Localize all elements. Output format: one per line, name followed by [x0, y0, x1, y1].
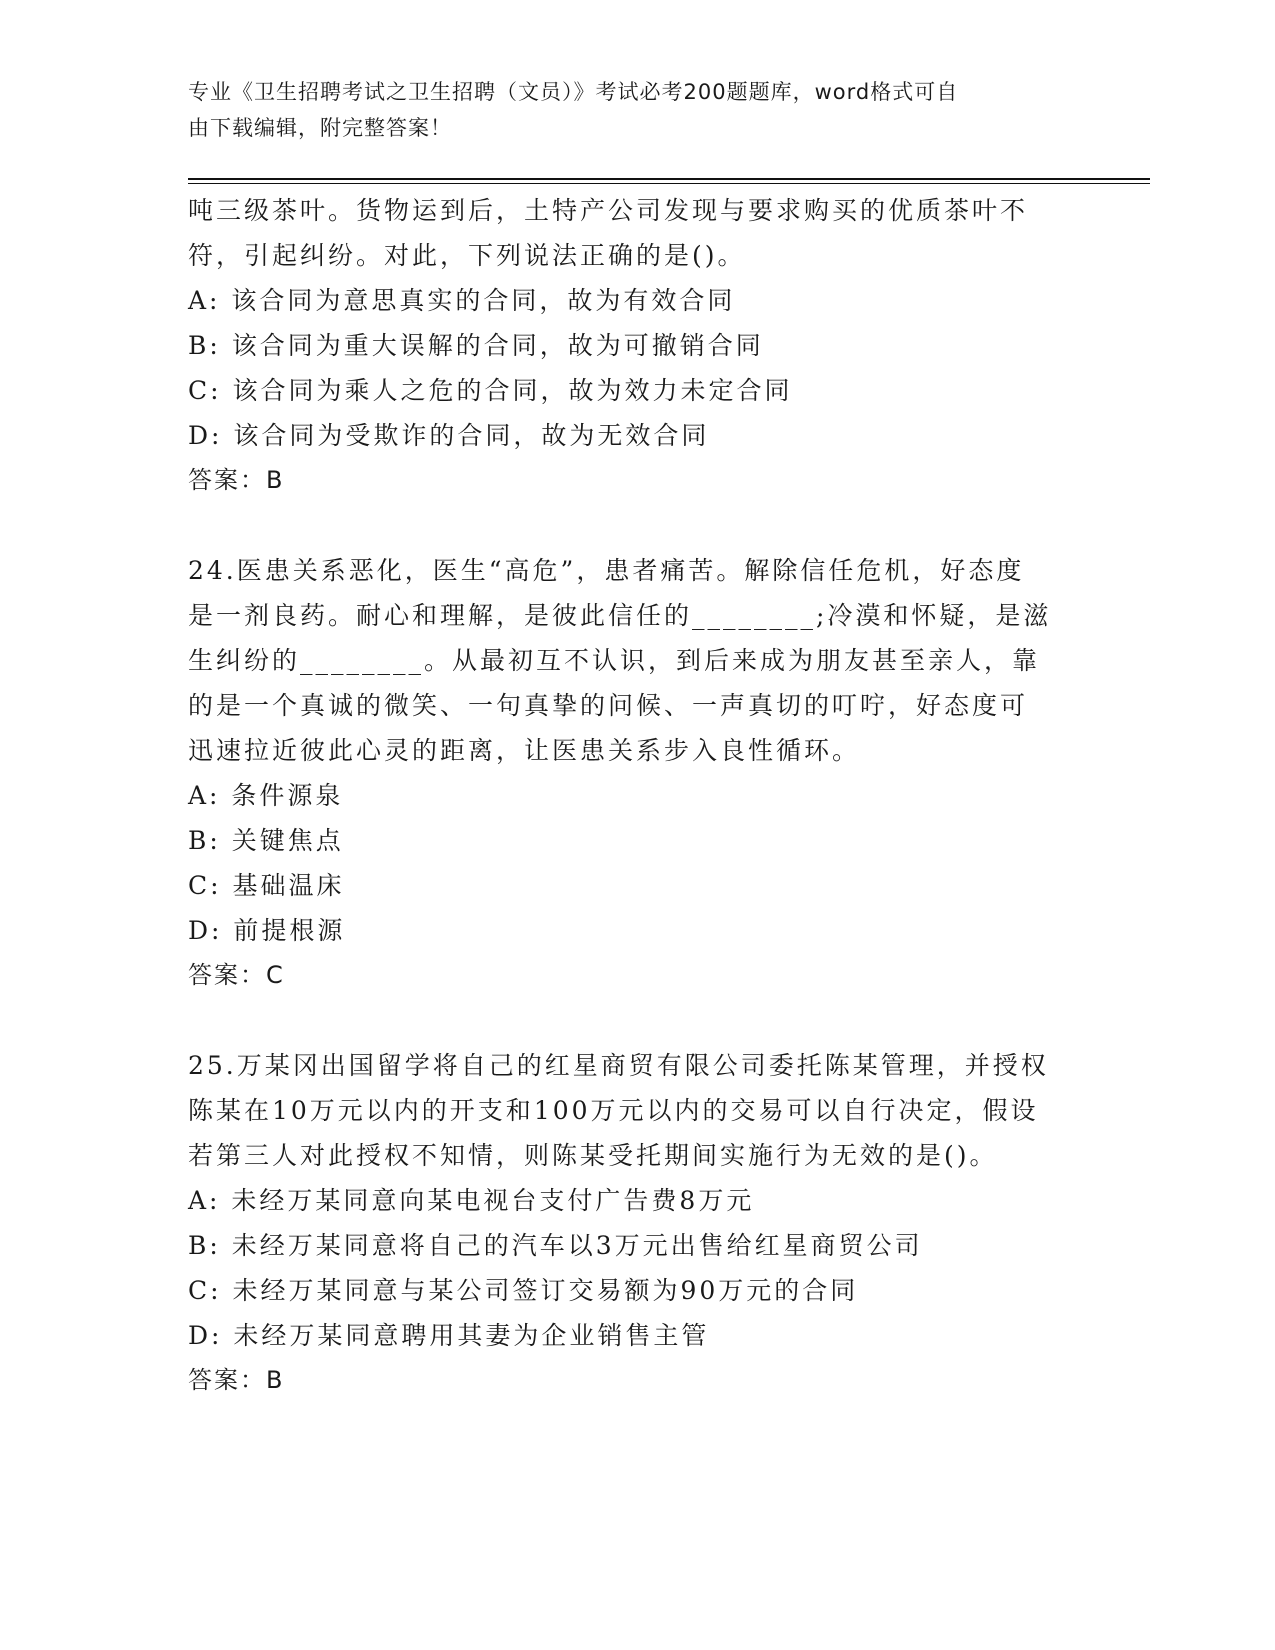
header-line-1: 专业《卫生招聘考试之卫生招聘（文员）》考试必考200题题库，word格式可自	[188, 80, 959, 104]
question-stem-line: 陈某在10万元以内的开支和100万元以内的交易可以自行决定，假设	[188, 1096, 1039, 1125]
option-a: A: 该合同为意思真实的合同，故为有效合同	[188, 286, 736, 315]
option-a: A: 条件源泉	[188, 781, 344, 810]
option-b: B: 该合同为重大误解的合同，故为可撤销合同	[188, 331, 764, 360]
header-divider-thick	[188, 178, 1150, 180]
option-c: C: 该合同为乘人之危的合同，故为效力未定合同	[188, 376, 793, 405]
document-header	[188, 74, 1068, 146]
question-stem-line: 24.医患关系恶化，医生“高危”，患者痛苦。解除信任危机，好态度	[188, 556, 1025, 585]
question-23-continued	[188, 188, 1088, 503]
option-d: D: 未经万某同意聘用其妻为企业销售主管	[188, 1321, 710, 1350]
question-stem-line: 迅速拉近彼此心灵的距离，让医患关系步入良性循环。	[188, 736, 861, 765]
question-24	[188, 548, 1088, 998]
question-stem-line: 生纠纷的________。从最初互不认识，到后来成为朋友甚至亲人，靠	[188, 646, 1041, 675]
question-stem-line: 的是一个真诚的微笑、一句真挚的问候、一声真切的叮咛，好态度可	[188, 691, 1029, 720]
option-c: C: 未经万某同意与某公司签订交易额为90万元的合同	[188, 1276, 859, 1305]
answer-label: 答案：C	[188, 961, 285, 989]
option-c: C: 基础温床	[188, 871, 345, 900]
answer-label: 答案：B	[188, 1366, 285, 1394]
question-stem-line: 吨三级茶叶。货物运到后，土特产公司发现与要求购买的优质茶叶不	[188, 196, 1029, 225]
answer-label: 答案：B	[188, 466, 285, 494]
question-stem-line: 25.万某冈出国留学将自己的红星商贸有限公司委托陈某管理，并授权	[188, 1051, 1049, 1080]
question-stem-line: 是一剂良药。耐心和理解，是彼此信任的________;冷漠和怀疑，是滋	[188, 601, 1052, 630]
question-stem-line: 若第三人对此授权不知情，则陈某受托期间实施行为无效的是()。	[188, 1141, 998, 1170]
option-b: B: 未经万某同意将自己的汽车以3万元出售给红星商贸公司	[188, 1231, 923, 1260]
option-d: D: 前提根源	[188, 916, 346, 945]
question-stem-line: 符，引起纠纷。对此，下列说法正确的是()。	[188, 241, 746, 270]
option-a: A: 未经万某同意向某电视台支付广告费8万元	[188, 1186, 755, 1215]
header-line-2: 由下载编辑，附完整答案！	[188, 116, 452, 140]
question-list	[188, 188, 1088, 1448]
option-b: B: 关键焦点	[188, 826, 344, 855]
question-25	[188, 1043, 1088, 1403]
option-d: D: 该合同为受欺诈的合同，故为无效合同	[188, 421, 710, 450]
header-divider-thin	[188, 183, 1150, 184]
